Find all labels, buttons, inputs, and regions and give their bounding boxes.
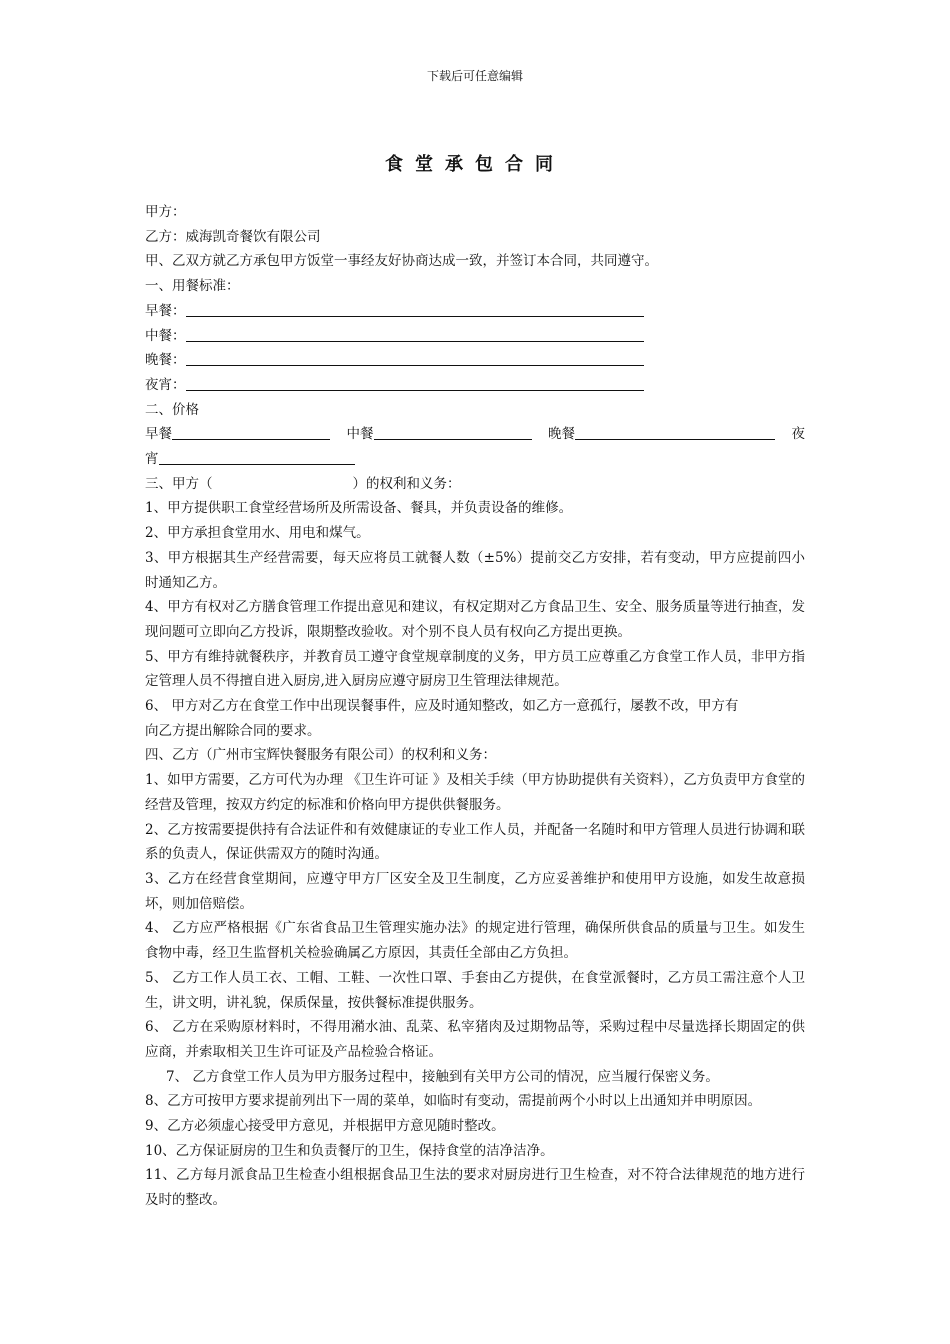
intro-line: 甲、乙双方就乙方承包甲方饭堂一事经友好协商达成一致，并签订本合同，共同遵守。: [145, 253, 658, 270]
meal-lunch-row: [145, 324, 805, 349]
s4-item: 2、乙方按需要提供持有合法证件和有效健康证的专业工作人员，并配备一名随时和甲方管理人员进行协调和联系的负责人，保证供需双方的随时沟通。: [145, 821, 805, 863]
s3-item: 6、 甲方对乙方在食堂工作中出现误餐事件，应及时通知整改，如乙方一意孤行，屡教不改，甲方有: [145, 698, 739, 715]
meal-breakfast-row: [145, 299, 805, 324]
s4-item: 8、乙方可按甲方要求提前列出下一周的菜单，如临时有变动，需提前两个小时以上出通知并申明原因。: [145, 1093, 762, 1110]
header-note: 下载后可任意编辑: [426, 69, 523, 83]
meal-label: 早餐：: [145, 302, 186, 319]
section2-heading: 二、价格: [145, 401, 199, 418]
meal-night-row: [145, 373, 805, 398]
section1-heading: 一、用餐标准：: [145, 278, 240, 295]
s4-item: 9、乙方必须虚心接受甲方意见，并根据甲方意见随时整改。: [145, 1118, 505, 1135]
party-b-line: 乙方：威海凯奇餐饮有限公司: [145, 228, 321, 245]
price-row: [145, 422, 805, 447]
s4-item: 11、乙方每月派食品卫生检查小组根据食品卫生法的要求对厨房进行卫生检查，对不符合法律规范的地方进行及时的整改。: [145, 1167, 805, 1209]
s4-item: 4、 乙方应严格根据《广东省食品卫生管理实施办法》的规定进行管理，确保所供食品的质量与卫生。如发生食物中毒，经卫生监督机关检验确属乙方原因，其责任全部由乙方负担。: [145, 920, 805, 962]
fill-line: [172, 424, 330, 440]
price-label: 中餐: [346, 426, 374, 443]
price-label: 宵: [145, 451, 159, 468]
meal-label: 晚餐：: [145, 352, 186, 369]
s4-item: 7、 乙方食堂工作人员为甲方服务过程中，接触到有关甲方公司的情况，应当履行保密义务。: [166, 1068, 719, 1085]
meal-label: 中餐：: [145, 327, 186, 344]
meal-dinner-row: [145, 348, 805, 373]
fill-line: [575, 424, 775, 440]
section3-heading: [145, 472, 805, 497]
price-label: 早餐: [145, 426, 172, 443]
page-title: 食堂承包合同: [385, 154, 565, 175]
s4-item: 3、乙方在经营食堂期间，应遵守甲方厂区安全及卫生制度，乙方应妥善维护和使用甲方设施，如发生故意损坏，则加倍赔偿。: [145, 870, 805, 912]
fill-line: [186, 350, 644, 366]
s3-item: 5、甲方有维持就餐秩序，并教育员工遵守食堂规章制度的义务，甲方员工应尊重乙方食堂工作人员，非甲方指定管理人员不得擅自进入厨房,进入厨房应遵守厨房卫生管理法律规范。: [145, 648, 805, 690]
s4-item: 6、 乙方在采购原材料时，不得用潲水油、乱菜、私宰猪肉及过期物品等，采购过程中尽量选择长期固定的供应商，并索取相关卫生许可证及产品检验合格证。: [145, 1019, 805, 1060]
price-lunch: [347, 422, 532, 447]
s3-item: 4、甲方有权对乙方膳食管理工作提出意见和建议，有权定期对乙方食品卫生、安全、服务质量等进行抽查，发现问题可立即向乙方投诉，限期整改验收。对个别不良人员有权向乙方提出更换。: [145, 599, 805, 640]
s3-item: 1、甲方提供职工食堂经营场所及所需设备、餐具，并负责设备的维修。: [145, 500, 573, 517]
price-breakfast: [145, 422, 330, 447]
s3-item: 2、甲方承担食堂用水、用电和煤气。: [145, 525, 370, 542]
section4-heading: 四、乙方（广州市宝辉快餐服务有限公司）的权利和义务：: [145, 747, 496, 764]
party-a-line: 甲方：: [145, 204, 186, 220]
s4-item: 1、如甲方需要，乙方可代为办理 《卫生许可证 》及相关手续（甲方协助提供有关资料），乙方负责甲方食堂的经营及管理，按双方约定的标准和价格向甲方提供供餐服务。: [145, 772, 805, 813]
price-label: 晚餐: [548, 426, 575, 443]
contract-body: [145, 200, 805, 1213]
s4-item: 5、 乙方工作人员工衣、工帽、工鞋、一次性口罩、手套由乙方提供，在食堂派餐时，乙方员工需注意个人卫生，讲文明，讲礼貌，保质保量，按供餐标准提供服务。: [145, 969, 805, 1011]
fill-line: [186, 375, 644, 391]
fill-line: [374, 424, 532, 440]
meal-label: 夜宵：: [145, 376, 186, 393]
s4-item: 10、乙方保证厨房的卫生和负责餐厅的卫生，保持食堂的洁净洁净。: [145, 1142, 554, 1159]
heading-part: ）的权利和义务：: [352, 475, 461, 492]
s3-item: 向乙方提出解除合同的要求。: [145, 722, 321, 739]
s3-item: 3、甲方根据其生产经营需要，每天应将员工就餐人数（±5%）提前交乙方安排，若有变动，甲方应提前四小时通知乙方。: [145, 549, 805, 591]
fill-line: [186, 301, 644, 317]
heading-part: 三、甲方（: [145, 475, 213, 492]
price-dinner: [548, 422, 775, 447]
fill-line: [186, 326, 644, 342]
price-night-row: [145, 447, 805, 472]
price-night-a: 夜: [791, 426, 805, 443]
fill-line: [159, 449, 355, 465]
